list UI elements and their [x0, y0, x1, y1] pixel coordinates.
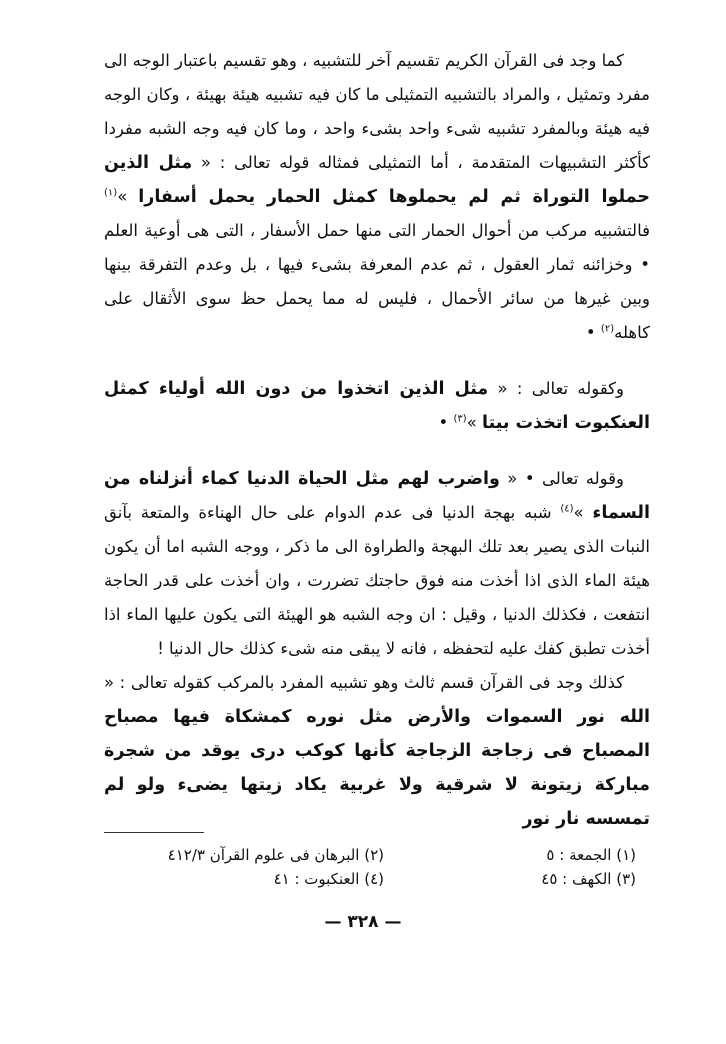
quran-quote: مثل الذين اتخذوا من دون الله أولياء كمثل العنكبوت اتخذت بيتا: [104, 379, 650, 433]
text-segment: »: [117, 187, 139, 206]
quran-quote: واضرب لهم مثل الحياة الدنيا كماء أنزلناه من السماء: [104, 469, 651, 523]
text-segment: كما وجد فى القرآن الكريم تقسيم آخر للتشبيه ، وهو تقسيم باعتبار الوجه الى مفرد وتمثيل ، والمراد بالتشبيه التمثيلى ما كان فيه تشبيه هيئة بهيئة ، وكان الوجه فيه هيئة وبالمفرد تشبيه شىء واحد بشىء واحد ، وما كان فيه وجه الشبه مفردا كأكثر التشبيهات المتقدمة ، أما التمثيلى فمثاله قوله تعالى : «: [104, 51, 650, 172]
paragraph: [104, 462, 650, 666]
footnote-3: (٣) الكهف : ٤٥: [541, 870, 636, 888]
paragraph: [104, 666, 650, 836]
text-segment: فالتشبيه مركب من أحوال الحمار التى منها حمل الأسفار ، التى هى أوعية العلم • وخزائنه ثمار العقول ، ثم عدم المعرفة بشىء فيها ، بل وعدم التفرقة بينها وبين غيرها من سائر الأحمال ، فليس له مما يحمل حظ سوى الأثقال على كاهله: [104, 221, 650, 342]
footnote-divider: [104, 832, 204, 833]
footnote-row: [104, 843, 636, 867]
text-segment: »: [466, 413, 483, 432]
footnotes: [104, 843, 636, 891]
paragraph: [104, 44, 650, 350]
text-segment: كذلك وجد فى القرآن قسم ثالث وهو تشبيه المفرد بالمركب كقوله تعالى : «: [104, 673, 624, 692]
footnote-ref: (٣): [453, 413, 467, 425]
footnote-4: (٤) العنكبوت : ٤١: [273, 870, 384, 888]
quran-quote: مثل الذين حملوا التوراة ثم لم يحملوها كمثل الحمار يحمل أسفارا: [104, 153, 650, 207]
footnote-1: (١) الجمعة : ٥: [546, 846, 636, 864]
text-segment: »: [573, 503, 593, 522]
body-text: [104, 44, 650, 836]
paragraph: [104, 372, 650, 440]
text-segment: شبه بهجة الدنيا فى عدم الدوام على حال الهناءة والمتعة بآنق النبات الذى يصير بعد تلك البهجة والطراوة الى ما ذكر ، ووجه الشبه اما أن يكون هيئة الماء الذى اذا أخذت منه فوق حاجتك تضررت ، وان أخذت على قدر الحاجة انتفعت ، فكذلك الدنيا ، وقيل : ان وجه الشبه هو الهيئة التى يكون عليها الماء اذا أخذت تطبق كفك عليه لتحفظه ، فانه لا يبقى منه شىء كذلك حال الدنيا !: [104, 503, 650, 658]
footnote-2: (٢) البرهان فى علوم القرآن ٤١٢/٣: [167, 846, 384, 864]
text-segment: وقوله تعالى • «: [499, 469, 625, 488]
footnote-ref: (٤): [560, 503, 574, 515]
footnote-ref: (٢): [600, 323, 615, 335]
text-segment: وكقوله تعالى : «: [488, 379, 624, 398]
footnote-ref: (١): [104, 187, 118, 199]
text-segment: •: [585, 323, 601, 342]
page-number: — ٣٢٨ —: [324, 912, 402, 932]
text-segment: •: [438, 413, 454, 432]
footnote-row: [104, 867, 636, 891]
quran-quote: الله نور السموات والأرض مثل نوره كمشكاة فيها مصباح المصباح فى زجاجة الزجاجة كأنها كوكب درى يوقد من شجرة مباركة زيتونة لا شرقية ولا غربية يكاد زيتها يضىء ولو لم تمسسه نار نور: [104, 707, 650, 829]
